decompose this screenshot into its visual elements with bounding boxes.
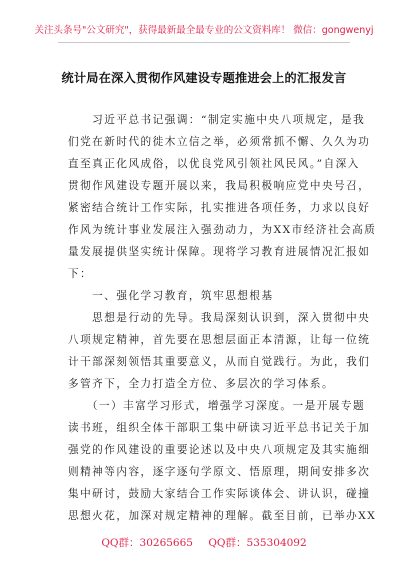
body-line: 强党的作风建设的重要论述以及中央八项规定及其实施细 — [68, 444, 371, 456]
body-line: 八项规定精神，首先要在思想层面正本清源，让每一位统 — [68, 334, 371, 346]
footer-qq-group-1: QQ群：30265665 — [101, 537, 193, 549]
body-line: 直至真正化风成俗，以优良党风引领社风民风。”自深入 — [68, 158, 360, 170]
body-line: （一）丰富学习形式，增强学习深度。一是开展专题 — [68, 400, 366, 412]
body-line: 习近平总书记强调：“制定实施中央八项规定，是我 — [68, 114, 366, 126]
document-body — [68, 109, 377, 527]
header-divider — [58, 42, 350, 43]
header-notice: 关注头条号"公文研究"，获得最新最全最专业的公文资料库！ 微信：gongwenyj — [34, 25, 374, 36]
footer-qq-group-2: QQ群：535304092 — [208, 537, 307, 549]
body-line: 计干部深刻领悟其重要意义，从而自觉践行。为此，我们 — [68, 356, 371, 368]
document-title: 统计局在深入贯彻作风建设专题推进会上的汇报发言 — [61, 71, 347, 85]
body-line: 作风为统计事业发展注入强劲动力，为XX市经济社会高质 — [68, 224, 377, 236]
section-heading: 一、强化学习教育，筑牢思想根基 — [68, 290, 274, 302]
body-line: 集中研讨，鼓励大家结合工作实际谈体会、讲认识，碰撞 — [68, 488, 371, 500]
body-line: 量发展提供坚实统计保障。现将学习教育进展情况汇报如 — [68, 246, 371, 258]
body-line: 读书班，组织全体干部职工集中研读习近平总书记关于加 — [68, 422, 371, 434]
body-line: 多管齐下，全力打造全方位、多层次的学习体系。 — [68, 378, 335, 390]
footer-contact — [0, 535, 408, 550]
body-line: 下： — [68, 268, 93, 280]
body-line: 贯彻作风建设专题开展以来，我局积极响应党中央号召， — [68, 180, 371, 192]
body-line: 则精神等内容，逐字逐句学原文、悟原理，期间安排多次 — [68, 466, 371, 478]
body-line: 思想火花，加深对规定精神的理解。截至目前，已举办XX — [68, 510, 377, 522]
body-line: 紧密结合统计工作实际，扎实推进各项任务，力求以良好 — [68, 202, 371, 214]
body-line: 思想是行动的先导。我局深刻认识到，深入贯彻中央 — [68, 312, 371, 324]
body-line: 们党在新时代的徙木立信之举，必须常抓不懈、久久为功 — [68, 136, 371, 148]
